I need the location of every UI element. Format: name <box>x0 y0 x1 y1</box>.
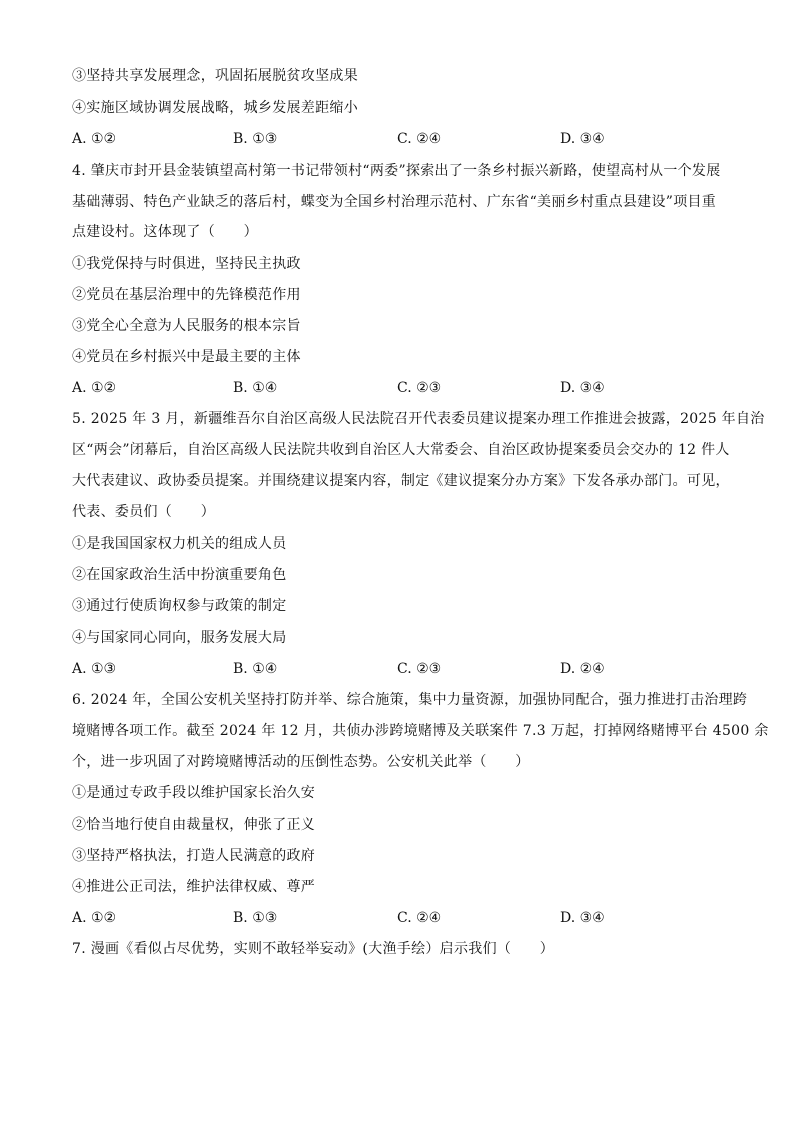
q4-statement-2: ②党员在基层治理中的先锋模范作用 <box>72 287 301 303</box>
q6-statement-2: ②恰当地行使自由裁量权，伸张了正义 <box>72 817 316 833</box>
q4-option-d: D. ③④ <box>560 380 605 396</box>
q5-option-d: D. ②④ <box>560 661 605 677</box>
q6-statement-3: ③坚持严格执法，打造人民满意的政府 <box>72 848 316 864</box>
q3-option-b: B. ①③ <box>233 131 278 147</box>
q6-statement-1: ①是通过专政手段以维护国家长治久安 <box>72 785 316 801</box>
q3-statement-4: ④实施区域协调发展战略，城乡发展差距缩小 <box>72 100 358 116</box>
q6-option-c: C. ②④ <box>397 910 442 926</box>
q6-option-d: D. ③④ <box>560 910 605 926</box>
q6-stem-line-2: 境赌博各项工作。截至 2024 年 12 月，共侦办涉跨境赌博及关联案件 7.3 万起，打掉网络赌博平台 4500 余 <box>72 723 769 739</box>
q7-stem: 7. 漫画《看似占尽优势，实则不敢轻举妄动》(大渔手绘）启示我们（ ） <box>72 941 555 957</box>
q5-option-b: B. ①④ <box>233 661 278 677</box>
q3-option-d: D. ③④ <box>560 131 605 147</box>
q5-option-c: C. ②③ <box>397 661 442 677</box>
q4-statement-4: ④党员在乡村振兴中是最主要的主体 <box>72 349 301 365</box>
q6-statement-4: ④推进公正司法，维护法律权威、尊严 <box>72 879 316 895</box>
q5-stem-line-4: 代表、委员们（ ） <box>72 504 215 520</box>
q4-statement-1: ①我党保持与时俱进，坚持民主执政 <box>72 256 301 272</box>
q5-option-a: A. ①③ <box>72 661 117 677</box>
q3-statement-3: ③坚持共享发展理念，巩固拓展脱贫攻坚成果 <box>72 68 358 84</box>
q6-stem-line-1: 6. 2024 年，全国公安机关坚持打防并举、综合施策，集中力量资源，加强协同配合，强力推进打击治理跨 <box>72 692 748 708</box>
q5-stem-line-1: 5. 2025 年 3 月，新疆维吾尔自治区高级人民法院召开代表委员建议提案办理工作推进会披露，2025 年自治 <box>72 411 765 427</box>
q4-stem-line-3: 点建设村。这体现了（ ） <box>72 224 258 240</box>
q4-stem-line-2: 基础薄弱、特色产业缺乏的落后村，蝶变为全国乡村治理示范村、广东省“美丽乡村重点县建设”项目重 <box>72 194 717 210</box>
q5-statement-4: ④与国家同心同向，服务发展大局 <box>72 630 287 646</box>
q4-stem-line-1: 4. 肇庆市封开县金装镇望高村第一书记带领村“两委”探索出了一条乡村振兴新路，使望高村从一个发展 <box>72 163 721 179</box>
q5-stem-line-2: 区“两会”闭幕后，自治区高级人民法院共收到自治区人大常委会、自治区政协提案委员会交办的 12 件人 <box>72 442 730 458</box>
q4-option-c: C. ②③ <box>397 380 442 396</box>
q3-option-a: A. ①② <box>72 131 117 147</box>
q6-stem-line-3: 个，进一步巩固了对跨境赌博活动的压倒性态势。公安机关此举（ ） <box>72 754 530 770</box>
q3-option-c: C. ②④ <box>397 131 442 147</box>
q4-option-a: A. ①② <box>72 380 117 396</box>
q6-option-a: A. ①② <box>72 910 117 926</box>
q6-option-b: B. ①③ <box>233 910 278 926</box>
q5-statement-3: ③通过行使质询权参与政策的制定 <box>72 598 287 614</box>
q5-statement-1: ①是我国国家权力机关的组成人员 <box>72 536 287 552</box>
q4-statement-3: ③党全心全意为人民服务的根本宗旨 <box>72 318 301 334</box>
q5-statement-2: ②在国家政治生活中扮演重要角色 <box>72 567 287 583</box>
q5-stem-line-3: 大代表建议、政协委员提案。并围绕建议提案内容，制定《建议提案分办方案》下发各承办部门。可见， <box>72 473 730 489</box>
q4-option-b: B. ①④ <box>233 380 278 396</box>
